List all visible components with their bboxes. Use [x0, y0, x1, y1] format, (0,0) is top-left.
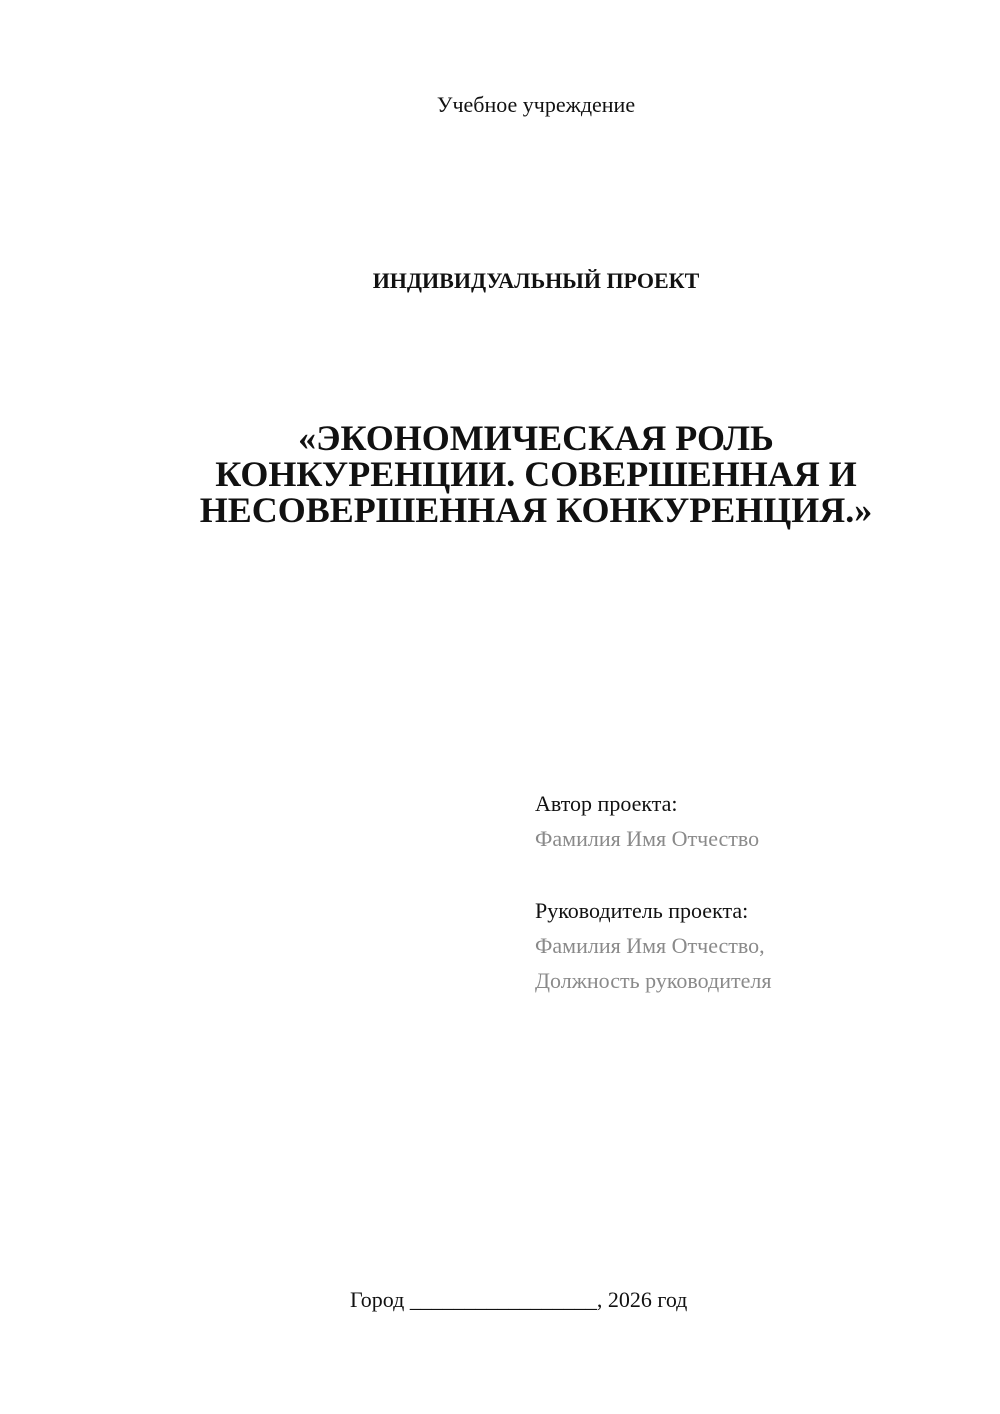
project-title — [36, 420, 1000, 528]
city-year-line: Город _________________, 2026 год — [350, 1287, 688, 1312]
project-title-line: КОНКУРЕНЦИИ. СОВЕРШЕННАЯ И — [215, 454, 857, 494]
document-type: ИНДИВИДУАЛЬНЫЙ ПРОЕКТ — [372, 268, 700, 293]
supervisor-block — [535, 893, 771, 998]
author-name: Фамилия Имя Отчество — [535, 826, 760, 851]
author-block — [535, 786, 759, 856]
project-title-line: НЕСОВЕРШЕННАЯ КОНКУРЕНЦИЯ.» — [199, 490, 873, 530]
author-label: Автор проекта: — [535, 791, 678, 816]
project-title-line: «ЭКОНОМИЧЕСКАЯ РОЛЬ — [298, 418, 774, 458]
supervisor-name: Фамилия Имя Отчество, — [535, 933, 765, 958]
supervisor-position: Должность руководителя — [535, 968, 772, 993]
supervisor-label: Руководитель проекта: — [535, 898, 749, 923]
institution-name: Учебное учреждение — [436, 92, 636, 117]
